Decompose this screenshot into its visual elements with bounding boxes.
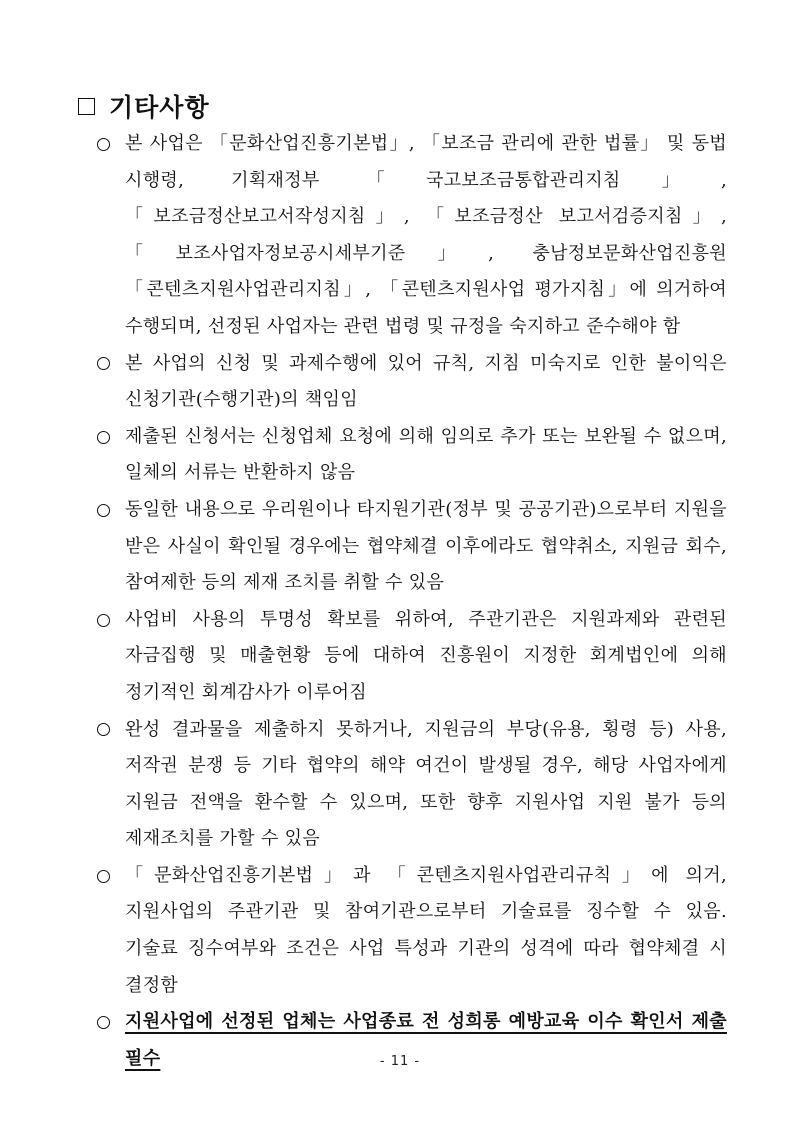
list-item	[97, 492, 727, 602]
list-item-text: 완성 결과물을 제출하지 못하거나, 지원금의 부당(유용, 횡령 등) 사용, 저작권 분쟁 등 기타 협약의 해약 여건이 발생될 경우, 해당 사업자에게 지원금 전액을 환수할 수 있으며, 또한 향후 지원사업 지원 불가 등의 제재조치를 가할 수 있음	[125, 718, 727, 850]
list-item	[97, 602, 727, 712]
list-item-text: 「문화산업진흥기본법」과 「콘텐츠지원사업관리규칙」에 의거, 지원사업의 주관기관 및 참여기관으로부터 기술료를 징수할 수 있음. 기술료 징수여부와 조건은 사업 특성과 기관의 성격에 따라 협약체결 시 결정함	[125, 864, 727, 996]
list-item-text: 본 사업의 신청 및 과제수행에 있어 규칙, 지침 미숙지로 인한 불이익은 신청기관(수행기관)의 책임임	[125, 352, 727, 411]
circle-bullet-icon	[97, 602, 125, 639]
section-heading	[78, 86, 210, 126]
section-title-text: 기타사항	[109, 93, 210, 122]
list-item	[97, 419, 727, 492]
list-item	[97, 858, 727, 1004]
circle-bullet-icon	[97, 1004, 125, 1041]
list-item-text: 제출된 신청서는 신청업체 요청에 의해 임의로 추가 또는 보완될 수 없으며, 일체의 서류는 반환하지 않음	[125, 425, 727, 484]
circle-bullet-icon	[97, 346, 125, 383]
list-item-text: 지원사업에 선정된 업체는 사업종료 전 성희롱 예방교육 이수 확인서 제출 필수	[125, 1011, 727, 1069]
circle-bullet-icon	[97, 712, 125, 749]
circle-bullet-icon	[97, 858, 125, 895]
list-item	[97, 346, 727, 419]
list-item-text: 동일한 내용으로 우리원이나 타지원기관(정부 및 공공기관)으로부터 지원을 받은 사실이 확인될 경우에는 협약체결 이후에라도 협약취소, 지원금 회수, 참여제한 등의 제재 조치를 취할 수 있음	[125, 498, 727, 594]
list-item-text: 사업비 사용의 투명성 확보를 위하여, 주관기관은 지원과제와 관련된 자금집행 및 매출현황 등에 대하여 진흥원이 지정한 회계법인에 의해 정기적인 회계감사가 이루어짐	[125, 608, 727, 703]
page-number: - 11 -	[379, 1054, 421, 1069]
list-item-text: 본 사업은 「문화산업진흥기본법」, 「보조금 관리에 관한 법률」 및 동법 시행령, 기획재정부 「국고보조금통합관리지침」, 「보조금정산보고서작성지침」, 「보조금정산 보고서검증지침」, 「보조사업자정보공시세부기준」, 충남정보문화산업진흥원 「콘텐츠지원사업관리지침」, 「콘텐츠지원사업 평가지침」에 의거하여 수행되며, 선정된 사업자는 관련 법령 및 규정을 숙지하고 준수해야 함	[125, 133, 727, 337]
circle-bullet-icon	[97, 492, 125, 529]
list-item	[97, 712, 727, 858]
circle-bullet-icon	[97, 419, 125, 456]
list-item	[97, 126, 727, 346]
circle-bullet-icon	[97, 126, 125, 163]
notice-list	[97, 126, 727, 1077]
square-bullet-icon	[78, 98, 95, 115]
